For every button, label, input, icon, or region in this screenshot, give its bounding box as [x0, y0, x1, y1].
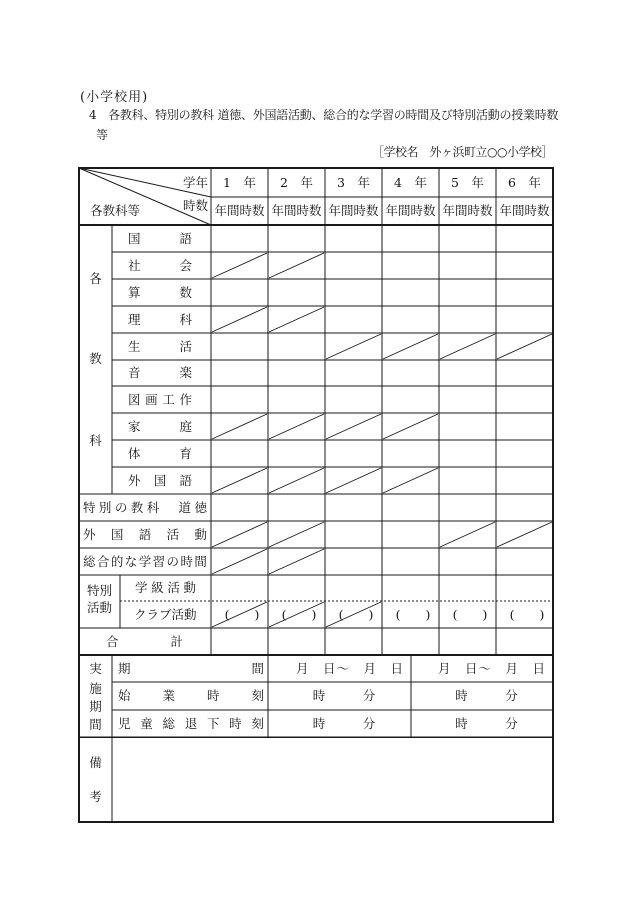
special-activity-label [120, 575, 211, 601]
label-character: 理 [128, 311, 141, 327]
label-character: 刻 [251, 688, 264, 703]
annual-hours-header: 年間時数 [271, 203, 322, 218]
grade-header: 3 年 [337, 174, 370, 190]
label-character: 学 [138, 553, 152, 569]
label-character: 下 [206, 715, 220, 731]
label-character: 画 [145, 391, 158, 407]
label-character: 道 [178, 499, 192, 515]
school-level-note: (小学校用) [80, 90, 149, 105]
period-label-char: 施 [89, 681, 102, 696]
school-name: ［学校名 外ヶ浜町立○○小学校］ [372, 145, 553, 159]
label-character: 総 [162, 715, 175, 731]
label-character: 家 [128, 418, 141, 434]
period-label-char: 実 [89, 661, 102, 676]
label-character: 音 [128, 365, 141, 380]
not-applicable-slash [269, 414, 324, 439]
label-character: 国 [128, 230, 141, 246]
label-character: 退 [184, 715, 198, 731]
grade-header: 6 年 [508, 174, 541, 190]
remarks-label-char: 考 [89, 789, 102, 804]
subject-label [112, 413, 211, 440]
row-label [79, 521, 211, 548]
not-applicable-slash [212, 522, 267, 547]
section-heading: 4 各教科、特別の教科 道徳、外国語活動、総合的な学習の時間及び特別活動の授業時数 [89, 108, 559, 122]
grade-header: 1 年 [223, 174, 256, 190]
label-character: 時 [206, 688, 220, 703]
period-row-label [112, 682, 268, 710]
label-character: 国 [153, 472, 167, 488]
label-character: 算 [128, 284, 141, 300]
label-character: 科 [146, 499, 160, 515]
not-applicable-slash [383, 414, 438, 439]
club-hours-cell: ( ) [281, 606, 317, 622]
label-character: 時 [229, 715, 242, 731]
period-value-first-half: 時 分 [312, 715, 376, 731]
label-character [163, 501, 176, 515]
label-character: 社 [128, 257, 141, 273]
club-hours-cell: ( ) [452, 606, 488, 622]
club-hours-cell: ( ) [509, 606, 545, 622]
row-label [79, 548, 211, 575]
label-character: 数 [179, 284, 192, 300]
label-character: 童 [140, 715, 153, 731]
not-applicable-slash [440, 522, 495, 547]
label-character: 時 [180, 553, 193, 569]
label-character: 図 [128, 391, 141, 407]
subject-label [112, 440, 211, 467]
label-character: 始 [118, 688, 131, 703]
label-character: の [114, 499, 128, 515]
annual-hours-header: 年間時数 [442, 203, 493, 218]
subject-label [112, 467, 211, 494]
subject-label [112, 279, 211, 306]
grade-header: 5 年 [451, 174, 484, 190]
label-character: 徳 [194, 499, 207, 515]
not-applicable-slash [326, 334, 381, 359]
total-label [79, 628, 211, 655]
label-character: な [124, 553, 138, 569]
club-hours-cell: ( ) [224, 606, 260, 622]
not-applicable-slash [497, 522, 552, 547]
not-applicable-slash [269, 549, 324, 574]
label-character: 国 [110, 526, 124, 542]
label-character: 育 [179, 445, 192, 461]
not-applicable-slash [212, 549, 267, 574]
subject-group-char: 各 [89, 271, 102, 286]
not-applicable-slash [212, 468, 267, 493]
label-character: 間 [251, 660, 264, 676]
subject-label [112, 306, 211, 333]
not-applicable-slash [269, 468, 324, 493]
period-row-label [112, 655, 268, 682]
not-applicable-slash [326, 414, 381, 439]
label-character: 級 [151, 580, 164, 595]
special-activity-label: クラブ活動 [134, 606, 197, 622]
label-character: 科 [179, 311, 192, 327]
annual-hours-header: 年間時数 [328, 203, 379, 218]
section-heading-continued: 等 [96, 128, 109, 142]
label-character: 動 [183, 580, 196, 595]
label-character: 総 [83, 553, 96, 569]
subject-label [112, 333, 211, 360]
grade-header: 2 年 [280, 174, 313, 190]
label-character: 児 [118, 715, 131, 731]
not-applicable-slash [497, 334, 552, 359]
annual-hours-header: 年間時数 [385, 203, 436, 218]
remarks-label-char: 備 [89, 755, 102, 770]
label-character: 間 [194, 553, 207, 569]
special-activities-label: 活動 [86, 600, 112, 615]
subject-group-char: 科 [89, 433, 102, 448]
subject-label [112, 360, 211, 386]
corner-grade-label: 学年 [182, 175, 208, 190]
label-character: 外 [83, 526, 96, 542]
label-character: 語 [138, 526, 152, 542]
period-value-second-half: 時 分 [455, 715, 518, 731]
subject-label [112, 225, 211, 252]
label-character: 習 [152, 553, 166, 569]
label-character: 学 [135, 580, 148, 595]
label-character: 体 [128, 445, 141, 461]
corner-items-label: 各教科等 [90, 203, 141, 218]
label-character: 別 [98, 499, 112, 515]
not-applicable-slash [440, 334, 495, 359]
label-character: 合 [96, 553, 110, 569]
label-character: 期 [118, 660, 131, 676]
subject-group-char: 教 [89, 351, 102, 366]
period-value-second-half: 月 日〜 月 日 [437, 660, 546, 676]
club-hours-cell: ( ) [338, 606, 374, 622]
not-applicable-slash [326, 468, 381, 493]
label-character: 業 [162, 688, 175, 703]
annual-hours-header: 年間時数 [499, 203, 550, 218]
subject-label [112, 252, 211, 279]
label-character: 工 [162, 391, 175, 407]
label-character: 語 [179, 230, 192, 246]
period-label-char: 期 [89, 699, 102, 714]
label-character: 的 [110, 553, 124, 569]
annual-hours-header: 年間時数 [214, 203, 265, 218]
label-character: 特 [83, 499, 96, 515]
not-applicable-slash [383, 468, 438, 493]
not-applicable-slash [269, 253, 324, 278]
label-character: 刻 [251, 715, 264, 731]
label-character: 楽 [179, 365, 192, 380]
label-character: 活 [179, 338, 192, 354]
not-applicable-slash [269, 307, 324, 332]
period-value-first-half: 月 日〜 月 日 [295, 660, 404, 676]
label-character: 生 [128, 338, 141, 354]
period-value-first-half: 時 分 [312, 688, 376, 703]
label-character: 会 [179, 257, 192, 273]
subject-label [112, 386, 211, 413]
label-character: の [166, 553, 180, 569]
label-character: 外 [128, 472, 141, 488]
label-character: 活 [167, 580, 180, 595]
label-character: 教 [130, 499, 144, 515]
row-label [79, 494, 211, 521]
not-applicable-slash [383, 334, 438, 359]
period-label-char: 間 [89, 717, 102, 732]
not-applicable-slash [269, 522, 324, 547]
not-applicable-slash [212, 253, 267, 278]
period-value-second-half: 時 分 [455, 688, 518, 703]
corner-hours-label: 時数 [182, 198, 208, 213]
label-character: 計 [170, 633, 183, 649]
special-activities-label: 特別 [86, 583, 112, 598]
not-applicable-slash [212, 307, 267, 332]
grade-header: 4 年 [394, 174, 427, 190]
period-row-label [112, 710, 268, 737]
label-character: 作 [179, 391, 192, 407]
not-applicable-slash [212, 414, 267, 439]
label-character: 語 [179, 472, 192, 488]
label-character: 動 [194, 526, 207, 542]
label-character: 活 [166, 526, 180, 542]
label-character: 合 [106, 633, 119, 649]
club-hours-cell: ( ) [395, 606, 431, 622]
label-character: 庭 [179, 418, 192, 434]
